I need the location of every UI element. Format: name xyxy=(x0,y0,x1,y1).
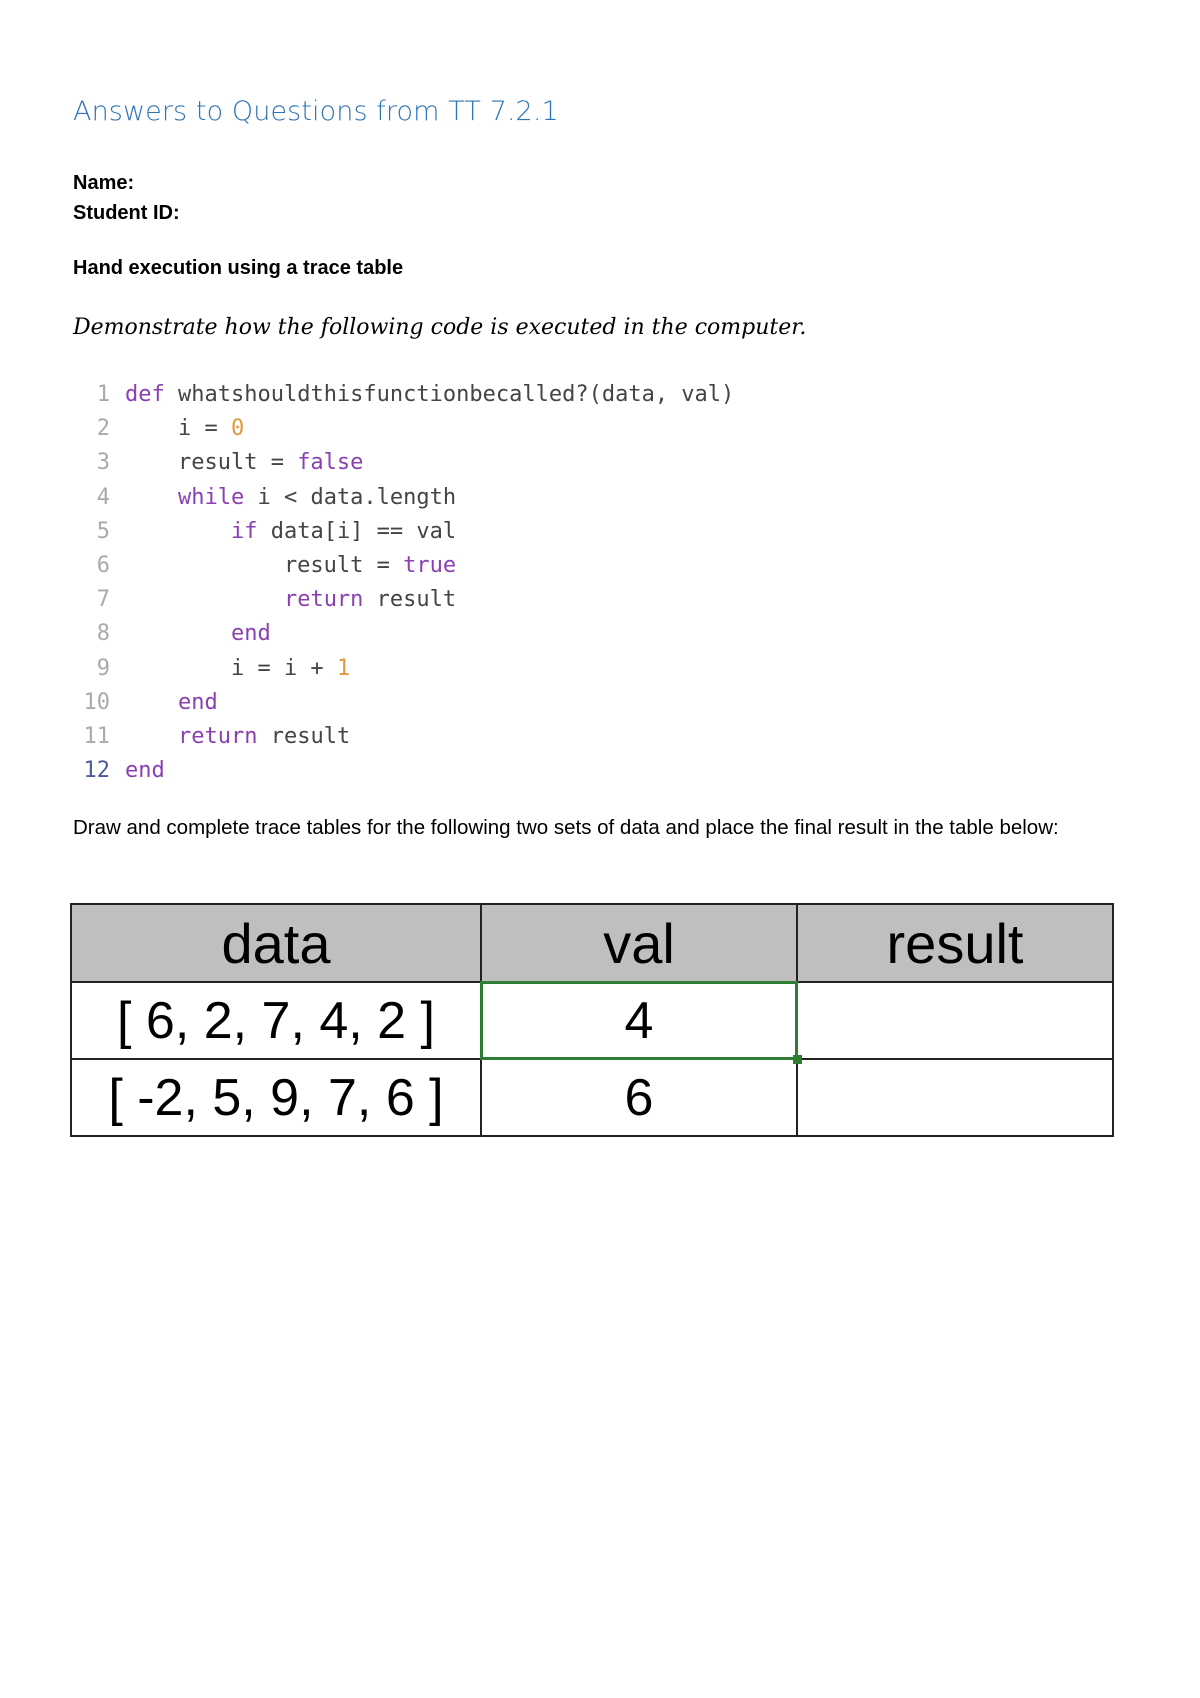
table-header-row xyxy=(71,904,1113,982)
student-info xyxy=(73,168,180,228)
code-keyword: end xyxy=(230,621,271,647)
section-heading: Hand execution using a trace table xyxy=(73,257,404,279)
code-line xyxy=(78,481,734,515)
line-number: 8 xyxy=(96,621,110,647)
header-result: result xyxy=(797,904,1113,982)
result-cell[interactable] xyxy=(797,1059,1113,1136)
code-keyword: false xyxy=(297,450,364,476)
line-number: 9 xyxy=(96,655,110,681)
code-line xyxy=(78,754,734,788)
line-number: 10 xyxy=(83,689,110,715)
code-text: i = xyxy=(125,416,231,442)
code-keyword: end xyxy=(177,689,218,715)
data-cell[interactable]: [ 6, 2, 7, 4, 2 ] xyxy=(71,982,481,1059)
student-id-label: Student ID: xyxy=(73,202,180,224)
header-val: val xyxy=(481,904,797,982)
code-line xyxy=(78,583,734,617)
trace-prompt: Draw and complete trace tables for the following two sets of data and place the final result in the table below: xyxy=(73,816,1059,839)
code-text: i = i + xyxy=(125,655,337,681)
val-cell-selected[interactable] xyxy=(481,982,797,1059)
code-line xyxy=(78,652,734,686)
line-number: 1 xyxy=(96,382,110,407)
table-row xyxy=(71,1059,1113,1136)
code-text: whatshouldthisfunctionbecalled?(data, val) xyxy=(164,382,735,407)
code-line xyxy=(78,515,734,549)
code-block xyxy=(78,378,734,788)
val-cell[interactable]: 6 xyxy=(481,1059,797,1136)
code-text: result = xyxy=(125,450,298,476)
code-text xyxy=(125,519,231,544)
line-number: 2 xyxy=(96,416,110,442)
name-label: Name: xyxy=(73,172,135,194)
line-number: 6 xyxy=(96,552,110,578)
page-title: Answers to Questions from TT 7.2.1 xyxy=(73,96,559,127)
fill-handle[interactable] xyxy=(793,1055,802,1064)
line-number: 4 xyxy=(96,484,110,510)
trace-table xyxy=(70,903,1114,1137)
code-keyword: return xyxy=(283,587,364,613)
line-number: 12 xyxy=(83,758,110,784)
code-text xyxy=(125,587,284,612)
code-line xyxy=(78,686,734,720)
line-number: 7 xyxy=(96,587,110,613)
code-keyword: true xyxy=(403,552,457,578)
code-text: result xyxy=(363,587,457,613)
code-text: result = xyxy=(125,552,404,578)
code-line xyxy=(78,617,734,651)
instruction-text: Demonstrate how the following code is executed in the computer. xyxy=(73,315,807,340)
code-number: 1 xyxy=(336,655,351,681)
code-text xyxy=(125,690,178,715)
code-line xyxy=(78,720,734,754)
line-number: 5 xyxy=(96,518,110,544)
val-value: 4 xyxy=(624,991,654,1050)
code-line xyxy=(78,446,734,480)
code-text: i < data.length xyxy=(244,484,457,510)
table-row xyxy=(71,982,1113,1059)
code-keyword: while xyxy=(177,484,245,510)
line-number: 3 xyxy=(96,450,110,476)
code-number: 0 xyxy=(230,416,245,442)
code-line xyxy=(78,412,734,446)
line-number: 11 xyxy=(83,723,110,749)
code-line xyxy=(78,549,734,583)
code-text xyxy=(125,485,178,510)
code-text xyxy=(125,621,231,646)
result-cell[interactable] xyxy=(797,982,1113,1059)
code-keyword: return xyxy=(177,723,258,749)
code-text: data[i] == val xyxy=(257,518,457,544)
code-keyword: def xyxy=(125,382,165,407)
header-data: data xyxy=(71,904,481,982)
trace-table-wrapper xyxy=(70,903,1114,1137)
code-line xyxy=(78,378,734,412)
code-text xyxy=(125,724,178,749)
code-keyword: if xyxy=(230,518,258,544)
data-cell[interactable]: [ -2, 5, 9, 7, 6 ] xyxy=(71,1059,481,1136)
code-keyword: end xyxy=(125,758,165,784)
code-text: result xyxy=(257,723,351,749)
